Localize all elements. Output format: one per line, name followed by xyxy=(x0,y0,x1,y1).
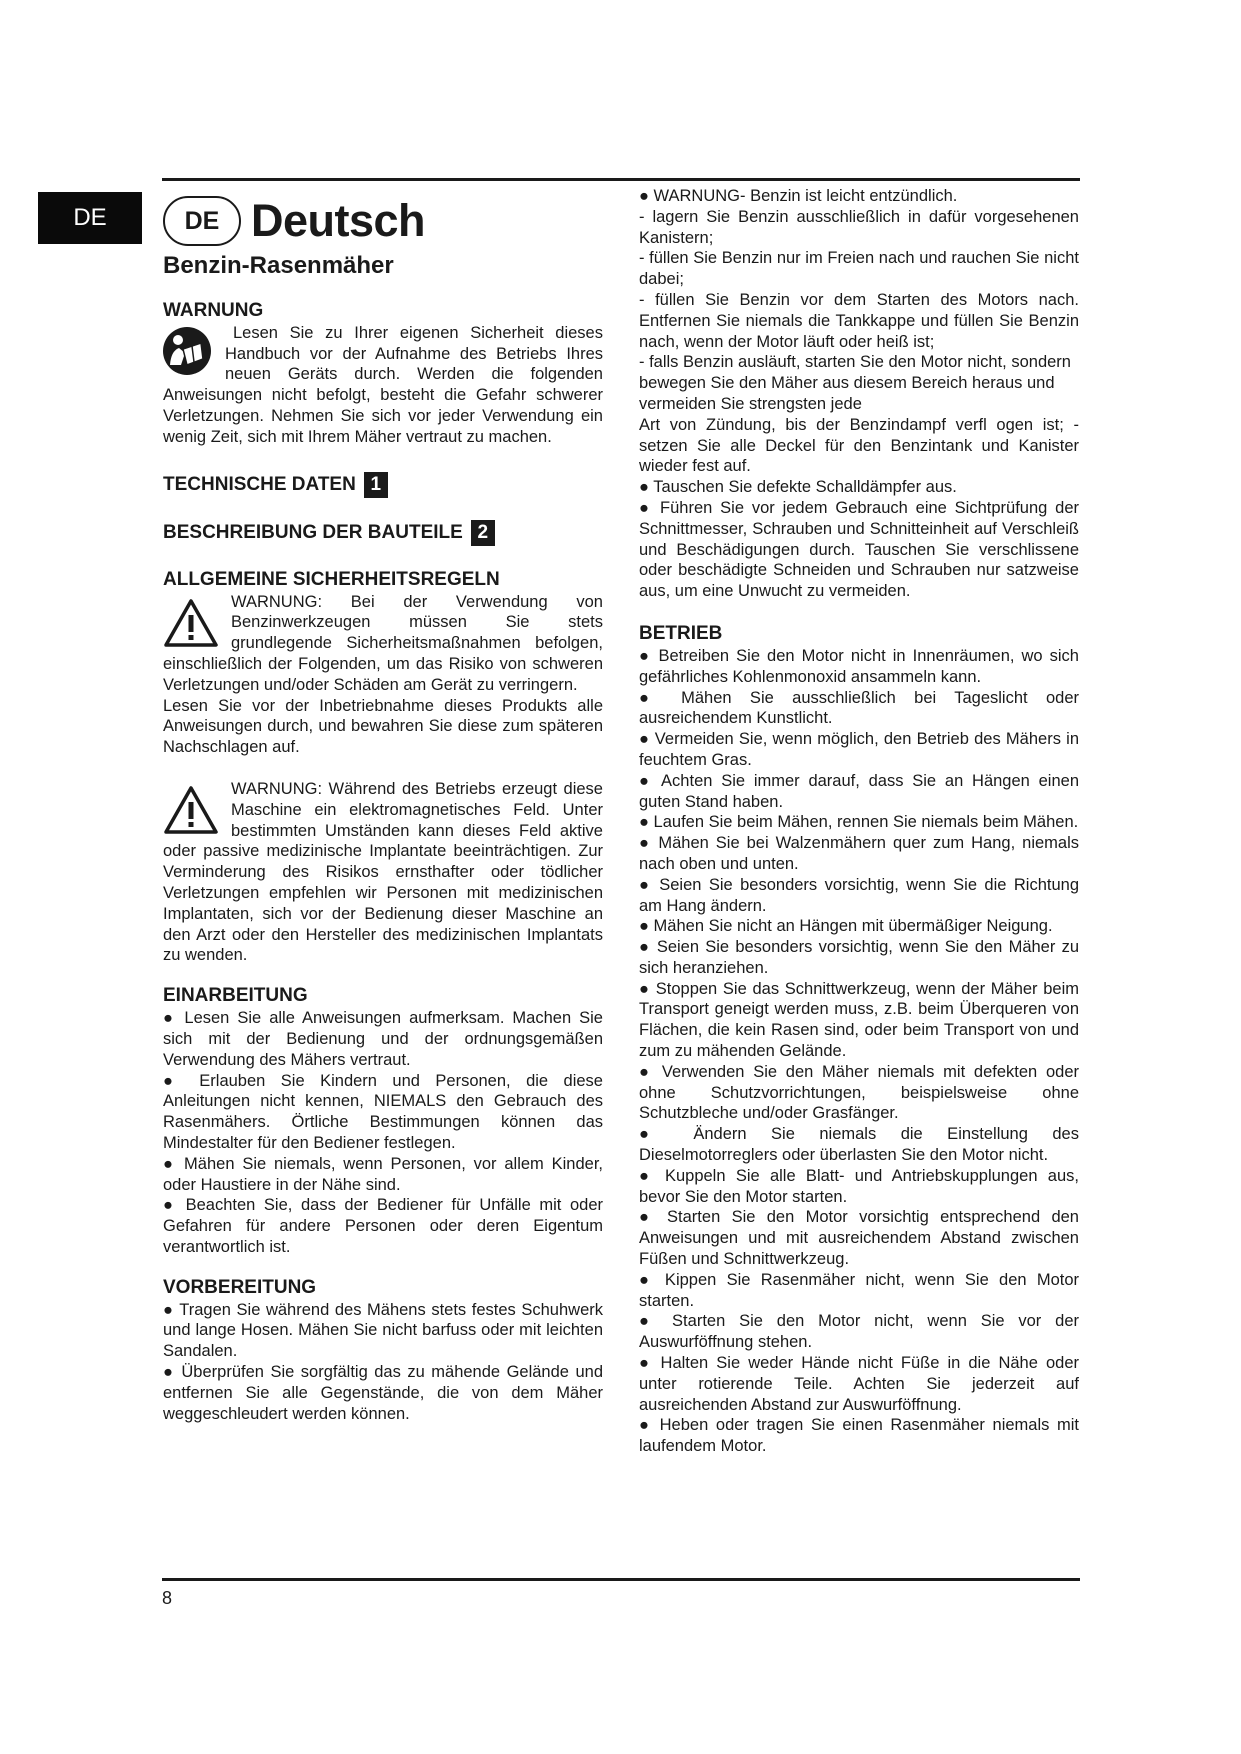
allg-block-3 xyxy=(163,779,603,966)
heading-vorbereitung: VORBEREITUNG xyxy=(163,1276,317,1298)
heading-einarbeitung: EINARBEITUNG xyxy=(163,985,308,1007)
page-number: 8 xyxy=(162,1588,173,1608)
left-column xyxy=(163,192,603,1424)
right-column xyxy=(639,186,1079,1457)
warnung-block xyxy=(163,323,603,448)
heading-technische-daten xyxy=(163,472,603,498)
top-rule xyxy=(162,178,1080,181)
betrieb-item: ● Stoppen Sie das Schnittwerkzeug, wenn der Mäher beim Transport geneigt werden muss, z.B. beim Überqueren von Flächen, die kein Rasen sind, oder beim Transport von und zum zu mähenden Gelände. xyxy=(639,979,1079,1061)
bottom-rule xyxy=(162,1578,1080,1581)
allg-block-1 xyxy=(163,592,603,696)
document-title: Benzin-Rasenmäher xyxy=(163,252,394,279)
language-word: Deutsch xyxy=(251,194,426,246)
betrieb-item: ● Vermeiden Sie, wenn möglich, den Betrieb des Mähers in feuchtem Gras. xyxy=(639,730,1079,769)
betrieb-item: ● Mähen Sie nicht an Hängen mit übermäßiger Neigung. xyxy=(639,917,1053,936)
warnung-text: Lesen Sie zu Ihrer eigenen Sicherheit dieses Handbuch vor der Aufnahme des Betriebs Ihres neuen Geräts durch. Werden die folgenden Anweisungen nicht befolgt, besteht die Gefahr schwerer Verletzungen. Nehmen Sie sich vor jeder Verwendung ein wenig Zeit, sich mit Ihrem Mäher vertraut zu machen. xyxy=(163,323,603,446)
language-title xyxy=(163,192,603,250)
fuel-item: Art von Zündung, bis der Benzindampf verfl ogen ist; - setzen Sie alle Deckel für den Benzintank und Kanister wieder fest auf. xyxy=(639,415,1079,476)
fuel-item: ● Tauschen Sie defekte Schalldämpfer aus. xyxy=(639,478,957,497)
betrieb-item: ● Mähen Sie ausschließlich bei Tageslicht oder ausreichendem Kunstlicht. xyxy=(639,688,1079,728)
language-tab: DE xyxy=(38,192,142,244)
betrieb-item: ● Halten Sie weder Hände nicht Füße in die Nähe oder unter rotierende Teile. Achten Sie jederzeit auf ausreichenden Abstand zur Auswurföffnung. xyxy=(639,1354,1079,1414)
fuel-item: - füllen Sie Benzin nur im Freien nach und rauchen Sie nicht dabei; xyxy=(639,249,1079,289)
figure-ref-2: 2 xyxy=(471,520,495,546)
heading-allgemeine-sicherheitsregeln: ALLGEMEINE SICHERHEITSREGELN xyxy=(163,568,500,590)
betrieb-item: ● Seien Sie besonders vorsichtig, wenn Sie den Mäher zu sich heranziehen. xyxy=(639,938,1079,977)
heading-warnung: WARNUNG xyxy=(163,299,264,321)
betrieb-item: ● Laufen Sie beim Mähen, rennen Sie niemals beim Mähen. xyxy=(639,813,1079,832)
allg-text-1: WARNUNG: Bei der Verwendung von Benzinwerkzeugen müssen Sie stets grundlegende Sicherheitsmaßnahmen befolgen, einschließlich der Folgenden, um das Risiko von schweren Verletzungen und/oder Schäden am Gerät zu verringern. xyxy=(163,592,603,694)
fuel-item: ● WARNUNG- Benzin ist leicht entzündlich. xyxy=(639,187,958,205)
allg-text-3: WARNUNG: Während des Betriebs erzeugt diese Maschine ein elektromagnetisches Feld. Unter bestimmten Umständen kann dieses Feld aktive oder passive medizinische Implantate beeinträchtigen. Zur Verminderung des Risikos ernsthafter oder tödlicher Verletzungen empfehlen wir Personen mit medizinischen Implantaten, sich vor der Bedienung dieser Maschine an den Arzt oder den Hersteller des medizinischen Implantats zu wenden. xyxy=(163,779,603,965)
einarb-item: ● Beachten Sie, dass der Bediener für Unfälle mit oder Gefahren für andere Personen oder deren Eigentum verantwortlich ist. xyxy=(163,1196,603,1256)
betrieb-item: ● Mähen Sie bei Walzenmähern quer zum Hang, niemals nach oben und unten. xyxy=(639,834,1079,873)
betrieb-item: ● Betreiben Sie den Motor nicht in Innenräumen, wo sich gefährliches Kohlenmonoxid ansammeln kann. xyxy=(639,646,1079,686)
figure-ref-1: 1 xyxy=(364,472,388,498)
heading-beschreibung xyxy=(163,520,603,546)
betrieb-item: ● Heben oder tragen Sie einen Rasenmäher niemals mit laufendem Motor. xyxy=(639,1416,1079,1456)
betrieb-item: ● Ändern Sie niemals die Einstellung des Dieselmotorreglers oder überlasten Sie den Motor nicht. xyxy=(639,1125,1079,1165)
fuel-item: - falls Benzin ausläuft, starten Sie den Motor nicht, sondern bewegen Sie den Mäher aus diesem Bereich heraus und vermeiden Sie strengsten jede xyxy=(639,353,1071,413)
heading-betrieb: BETRIEB xyxy=(639,622,723,644)
betrieb-item: ● Achten Sie immer darauf, dass Sie an Hängen einen guten Stand haben. xyxy=(639,771,1079,811)
betrieb-item: ● Seien Sie besonders vorsichtig, wenn Sie die Richtung am Hang ändern. xyxy=(639,875,1079,915)
betrieb-item: ● Starten Sie den Motor nicht, wenn Sie vor der Auswurföffnung stehen. xyxy=(639,1312,1079,1352)
vorb-item: ● Überprüfen Sie sorgfältig das zu mähende Gelände und entfernen Sie alle Gegenstände, die von dem Mäher weggeschleudert werden können. xyxy=(163,1363,603,1423)
read-manual-icon xyxy=(161,325,213,377)
einarb-item: ● Mähen Sie niemals, wenn Personen, vor allem Kinder, oder Haustiere in der Nähe sind. xyxy=(163,1154,603,1194)
heading-beschreibung-label: BESCHREIBUNG DER BAUTEILE xyxy=(163,521,463,543)
einarb-item: ● Lesen Sie alle Anweisungen aufmerksam. Machen Sie sich mit der Bedienung und der ordnungsgemäßen Verwendung des Mähers vertraut. xyxy=(163,1009,603,1069)
language-badge: DE xyxy=(163,196,241,246)
fuel-item: - lagern Sie Benzin ausschließlich in dafür vorgesehenen Kanistern; xyxy=(639,207,1079,247)
betrieb-item: ● Starten Sie den Motor vorsichtig entsprechend den Anweisungen und mit ausreichendem Abstand zwischen Füßen und Schnittwerkzeug. xyxy=(639,1208,1079,1269)
fuel-item: ● Führen Sie vor jedem Gebrauch eine Sichtprüfung der Schnittmesser, Schrauben und Schnitteinheit auf Verschleiß und Beschädigungen durch. Tauschen Sie verschlissene oder beschädigte Schneiden und Schrauben nur satzweise aus, um eine Unwucht zu vermeiden. xyxy=(639,498,1079,601)
allg-text-2: Lesen Sie vor der Inbetriebnahme dieses Produkts alle Anweisungen durch, und bewahren Sie diese zum späteren Nachschlagen auf. xyxy=(163,696,603,757)
fuel-item: - füllen Sie Benzin vor dem Starten des Motors nach. Entfernen Sie niemals die Tankkappe und füllen Sie Benzin nach, wenn der Motor läuft oder heiß ist; xyxy=(639,290,1079,351)
warning-triangle-icon xyxy=(163,598,219,648)
betrieb-item: ● Kuppeln Sie alle Blatt- und Antriebskupplungen aus, bevor Sie den Motor starten. xyxy=(639,1166,1079,1206)
vorb-item: ● Tragen Sie während des Mähens stets festes Schuhwerk und lange Hosen. Mähen Sie nicht barfuss oder mit leichten Sandalen. xyxy=(163,1300,603,1361)
betrieb-item: ● Verwenden Sie den Mäher niemals mit defekten oder ohne Schutzvorrichtungen, beispielsweise ohne Schutzbleche und/oder Grasfänger. xyxy=(639,1062,1079,1123)
einarb-item: ● Erlauben Sie Kindern und Personen, die diese Anleitungen nicht kennen, NIEMALS den Gebrauch des Rasenmähers. Örtliche Bestimmungen können das Mindestalter für den Bediener festlegen. xyxy=(163,1071,603,1152)
heading-technische-daten-label: TECHNISCHE DATEN xyxy=(163,473,356,495)
warning-triangle-icon-2 xyxy=(163,785,219,835)
betrieb-item: ● Kippen Sie Rasenmäher nicht, wenn Sie den Motor starten. xyxy=(639,1270,1079,1310)
